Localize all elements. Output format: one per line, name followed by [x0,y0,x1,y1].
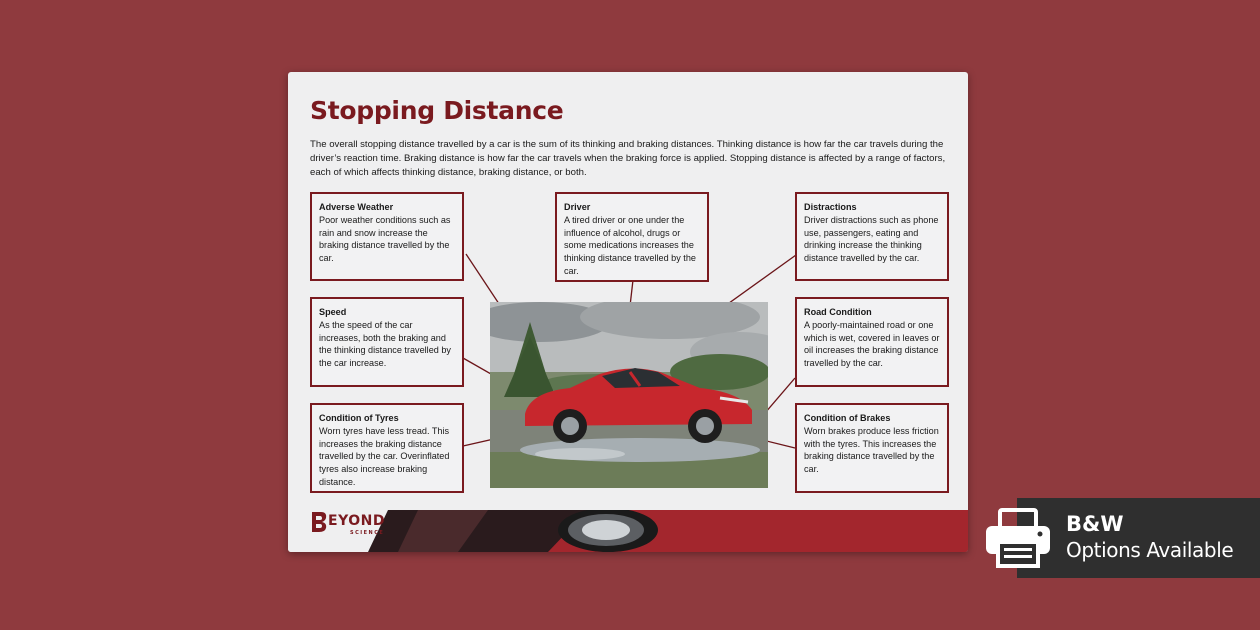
factor-adverse-weather [310,192,464,281]
factor-heading: Speed [319,307,347,317]
printer-icon [982,508,1054,570]
factor-heading: Condition of Tyres [319,413,399,423]
factor-text: A tired driver or one under the influence of alcohol, drugs or some medications increases the thinking distance travelled by the car. [564,214,696,276]
factor-heading: Driver [564,202,591,212]
factor-text: As the speed of the car increases, both the braking and the thinking distance travelled by the car increase. [319,319,451,369]
factor-distractions [795,192,949,281]
badge-title: B&W [1066,512,1124,536]
car-illustration [490,302,768,488]
factor-heading: Condition of Brakes [804,413,891,423]
beyond-logo-icon [310,510,328,534]
factor-text: A poorly-maintained road or one which is wet, covered in leaves or oil increases the braking distance travelled by the car. [804,319,940,369]
factor-heading: Road Condition [804,307,872,317]
poster-sheet [288,72,968,552]
factor-condition-of-tyres [310,403,464,493]
logo-wordmark: EYOND [328,513,385,529]
factor-driver [555,192,709,282]
factor-text: Worn brakes produce less friction with the tyres. This increases the braking distance travelled by the car. [804,425,939,475]
factor-road-condition [795,297,949,387]
poster-intro: The overall stopping distance travelled by a car is the sum of its thinking and braking distances. Thinking distance is how far the car travels during the driver’s reaction time. Braking distance is how far the car travels when the braking force is applied. Stopping distance is affected by a range of factors, each of which affects thinking distance, braking distance, or both. [310,139,946,178]
factor-condition-of-brakes [795,403,949,493]
factor-heading: Distractions [804,202,857,212]
logo-subtitle: SCIENCE [350,530,385,536]
factor-text: Worn tyres have less tread. This increases the braking distance travelled by the car. Overinflated tyres also increase braking distance. [319,425,450,487]
factor-text: Poor weather conditions such as rain and snow increase the braking distance travelled by the car. [319,214,451,264]
poster-title: Stopping Distance [310,96,564,125]
factor-speed [310,297,464,387]
footer-band [288,510,968,552]
factor-heading: Adverse Weather [319,202,394,212]
badge-subtitle: Options Available [1066,538,1234,562]
factor-text: Driver distractions such as phone use, passengers, eating and drinking increase the thinking distance travelled by the car. [804,214,939,264]
